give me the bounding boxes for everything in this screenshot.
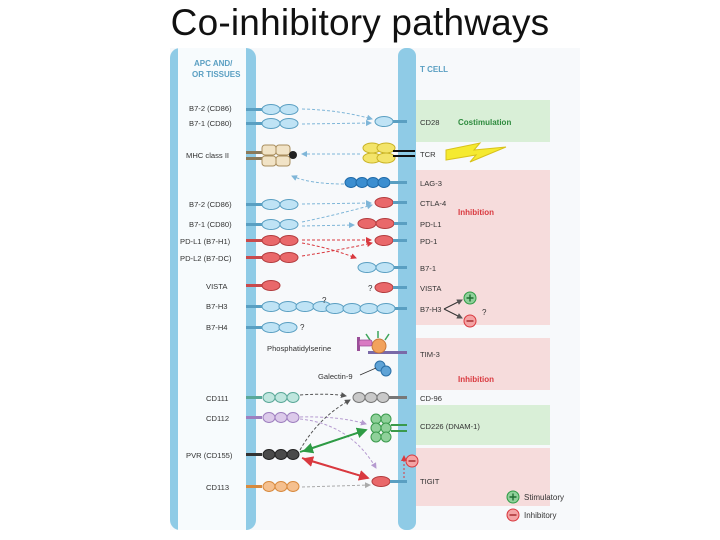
apc-label-cd111: CD111 — [206, 394, 229, 403]
apc-label-galectin9: Galectin-9 — [318, 372, 353, 381]
tcell-label-ctla4: CTLA-4 — [420, 199, 447, 208]
apc-header-line2: OR TISSUES — [192, 70, 241, 79]
costimulation-label: Costimulation — [458, 118, 512, 127]
tcell-header: T CELL — [420, 65, 448, 74]
apc-label-phosphatidylserine: Phosphatidylserine — [267, 344, 332, 353]
apc-label-b72-2: B7-2 (CD86) — [189, 200, 232, 209]
legend-stimulatory — [507, 491, 564, 503]
tcell-label-tigit: TIGIT — [420, 477, 440, 486]
inhibition-label-1: Inhibition — [458, 208, 494, 217]
apc-label-mhc: MHC class II — [186, 151, 230, 160]
tcell-label-lag3: LAG-3 — [420, 179, 442, 188]
tcell-label-cd96: CD-96 — [420, 394, 442, 403]
apc-label-pdl2: PD-L2 (B7-DC) — [180, 254, 232, 263]
tcell-label-vista: VISTA — [420, 284, 442, 293]
apc-label-cd113: CD113 — [206, 483, 230, 492]
legend-inhibitory-label: Inhibitory — [524, 511, 557, 520]
legend-stimulatory-label: Stimulatory — [524, 493, 565, 502]
apc-label-vista: VISTA — [206, 282, 228, 291]
tcell-label-pdl1: PD-L1 — [420, 220, 442, 229]
tcell-label-b7h3: B7-H3 — [420, 305, 442, 314]
tcell-label-tim3: TIM-3 — [420, 350, 440, 359]
vista-question-mark: ? — [368, 284, 373, 293]
tcell-label-pd1: PD-1 — [420, 237, 438, 246]
apc-label-b7h3: B7-H3 — [206, 302, 228, 311]
inhibition-label-2: Inhibition — [458, 375, 494, 384]
apc-label-b72-1: B7-2 (CD86) — [189, 104, 232, 113]
tcell-label-cd226: CD226 (DNAM-1) — [420, 422, 480, 431]
apc-label-pdl1: PD-L1 (B7-H1) — [180, 237, 231, 246]
tcell-label-cd28: CD28 — [420, 118, 440, 127]
b7h3-plus-icon — [464, 292, 476, 304]
b7h4-question-mark: ? — [300, 323, 305, 332]
legend-inhibitory — [507, 509, 556, 521]
tcell-label-tcr: TCR — [420, 150, 436, 159]
inhibition-region-1 — [415, 170, 550, 325]
b7h3-outcome-question-mark: ? — [482, 308, 487, 317]
b7h3-question-mark: ? — [322, 296, 327, 305]
apc-label-b7h4: B7-H4 — [206, 323, 228, 332]
tigit-minus-icon — [406, 455, 418, 467]
tcell-label-b71: B7-1 — [420, 264, 437, 273]
apc-label-cd112: CD112 — [206, 414, 230, 423]
b7h3-minus-icon — [464, 315, 476, 327]
apc-label-b71-1: B7-1 (CD80) — [189, 119, 232, 128]
apc-label-pvr: PVR (CD155) — [186, 451, 233, 460]
slide-title: Co-inhibitory pathways — [170, 2, 550, 43]
apc-label-b71-2: B7-1 (CD80) — [189, 220, 232, 229]
apc-header-line1: APC AND/ — [194, 59, 233, 68]
